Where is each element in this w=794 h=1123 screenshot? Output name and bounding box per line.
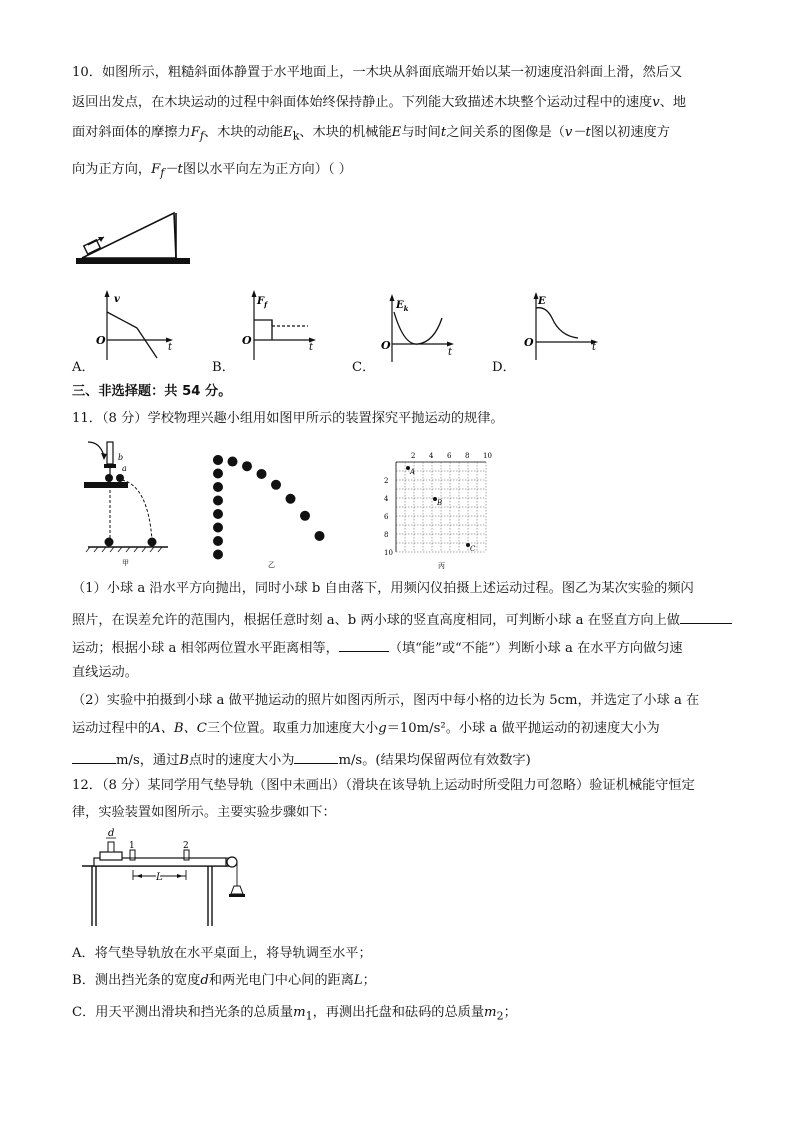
graph-a-velocity xyxy=(95,288,175,364)
svg-text:v: v xyxy=(114,294,120,305)
q11-blank-1[interactable] xyxy=(680,609,732,624)
graph-b-friction xyxy=(238,288,318,364)
svg-text:O: O xyxy=(381,339,391,352)
grid-y-tick: 4 xyxy=(384,495,389,503)
ball-a-position xyxy=(315,531,325,541)
ball-a-position xyxy=(286,494,296,504)
grid-x-tick: 8 xyxy=(465,452,470,460)
grid-x-tick: 10 xyxy=(483,452,492,460)
svg-text:d: d xyxy=(108,828,115,839)
svg-text:a: a xyxy=(122,464,127,473)
q12-step-c: C．用天平测出滑块和挡光条的总质量$m_1$，再测出托盘和砝码的总质量$m_2$； xyxy=(72,1005,517,1023)
ball-a-position xyxy=(271,480,281,490)
svg-text:O: O xyxy=(96,334,106,347)
svg-text:b: b xyxy=(118,453,124,462)
grid-y-tick: 10 xyxy=(384,549,393,557)
q11-p1-line-2: 照片，在误差允许的范围内，根据任意时刻 a、b 两小球的竖直高度相同，可判断小球 a 在竖直方向上做 xyxy=(72,609,732,630)
svg-text:O: O xyxy=(242,334,252,347)
svg-text:A: A xyxy=(410,468,416,476)
q11-p1-line-4: 直线运动。 xyxy=(72,665,138,680)
ball-b-position xyxy=(213,509,223,519)
q11-blank-4[interactable] xyxy=(294,749,338,764)
ball-a-position xyxy=(213,455,223,465)
svg-text:甲: 甲 xyxy=(122,559,129,567)
q11-intro: 11．（8 分）学校物理兴趣小组用如图甲所示的装置探究平抛运动的规律。 xyxy=(72,411,504,426)
grid-x-tick: 6 xyxy=(447,452,452,460)
q12-line-1: 12．（8 分）某同学用气垫导轨（图中未画出）（滑块在该导轨上运动时所受阻力可忽略）验证机械能守恒定 xyxy=(72,778,695,793)
graph-d-mechanical-energy xyxy=(522,290,602,364)
svg-text:L: L xyxy=(156,872,163,883)
option-a-label[interactable]: A． xyxy=(72,360,95,375)
svg-text:t: t xyxy=(592,342,597,353)
option-c-label[interactable]: C． xyxy=(352,360,376,375)
svg-text:E: E xyxy=(538,296,546,307)
q10-line-1: 10．如图所示，粗糙斜面体静置于水平地面上，一木块从斜面底端开始以某一初速度沿斜面上滑，然后又 xyxy=(72,65,683,80)
grid-y-tick: 2 xyxy=(384,477,389,485)
section-3-title: 三、非选择题：共 54 分。 xyxy=(72,384,232,399)
svg-text:丙: 丙 xyxy=(438,562,445,570)
svg-text:t: t xyxy=(168,342,173,353)
ball-a-position xyxy=(300,511,310,521)
svg-text:乙: 乙 xyxy=(268,561,275,569)
option-b-label[interactable]: B． xyxy=(212,360,235,375)
grid-y-tick: 8 xyxy=(384,531,389,539)
ball-b-position xyxy=(213,550,223,560)
ball-b-position xyxy=(213,469,223,479)
ball-a-position xyxy=(257,469,267,479)
grid-x-tick: 2 xyxy=(411,452,416,460)
q11-figure-bing xyxy=(370,440,500,572)
q10-line-4: 向为正方向，$F_f-t$图以水平向左为正方向）（ ） xyxy=(72,162,352,180)
svg-text:Ek: $E_k$ xyxy=(396,300,409,313)
q12-step-b: B．测出挡光条的宽度d和两光电门中心间的距离L； xyxy=(72,973,376,988)
svg-text:B: B xyxy=(437,499,443,507)
q12-step-a: A．将气垫导轨放在水平桌面上，将导轨调至水平； xyxy=(72,946,372,961)
q11-blank-3[interactable] xyxy=(72,749,116,764)
q11-p2-line-2: 运动过程中的A、B、C三个位置。取重力加速度大小g＝10m/s²。小球 a 做平抛运动的初速度大小为 xyxy=(72,721,660,736)
graph-c-kinetic-energy xyxy=(378,292,458,366)
option-d-label[interactable]: D． xyxy=(492,360,516,375)
q11-p2-line-3: m/s，通过B点时的速度大小为 m/s。(结果均保留两位有效数字) xyxy=(72,749,531,770)
ball-b-position xyxy=(213,523,223,533)
svg-text:t: t xyxy=(309,342,314,353)
ball-b-position xyxy=(213,482,223,492)
ball-b-position xyxy=(213,496,223,506)
ball-b-position xyxy=(213,536,223,546)
q11-p1-line-3: 运动；根据小球 a 相邻两位置水平距离相等， （填“能”或“不能”）判断小球 a 在水平方向做匀速 xyxy=(72,637,683,658)
incline-figure xyxy=(74,205,194,270)
q12-line-2: 律，实验装置如图所示。主要实验步骤如下： xyxy=(72,805,336,820)
svg-text:2: 2 xyxy=(183,841,189,851)
grid-x-tick: 4 xyxy=(429,452,434,460)
q11-p2-line-1: （2）实验中拍摄到小球 a 做平抛运动的照片如图丙所示，图丙中每小格的边长为 5cm，并选定了小球 a 在 xyxy=(72,693,700,708)
q12-air-track-figure xyxy=(80,830,260,930)
ball-a-position xyxy=(228,457,238,467)
q10-line-2: 返回出发点，在木块运动的过程中斜面体始终保持静止。下列能大致描述木块整个运动过程中的速度v、地 xyxy=(72,95,687,110)
svg-text:O: O xyxy=(524,336,534,349)
q11-p1-line-1: （1）小球 a 沿水平方向抛出，同时小球 b 自由落下，用频闪仪拍摄上述运动过程。图乙为某次实验的频闪 xyxy=(72,581,694,596)
svg-text:Ff: $F_f$ xyxy=(257,296,268,309)
svg-text:1: 1 xyxy=(129,841,135,851)
q11-blank-2[interactable] xyxy=(339,637,389,652)
svg-text:C: C xyxy=(470,545,476,553)
grid-y-tick: 6 xyxy=(384,513,389,521)
q10-line-3: 面对斜面体的摩擦力$F_f$、木块的动能$E_k$、木块的机械能E与时间t之间关系的图像是（v－t图以初速度方 xyxy=(72,125,670,143)
q11-figure-yi xyxy=(206,446,346,570)
ball-a-position xyxy=(242,461,252,471)
q11-figure-jia xyxy=(82,438,174,570)
svg-text:t: t xyxy=(448,347,453,358)
